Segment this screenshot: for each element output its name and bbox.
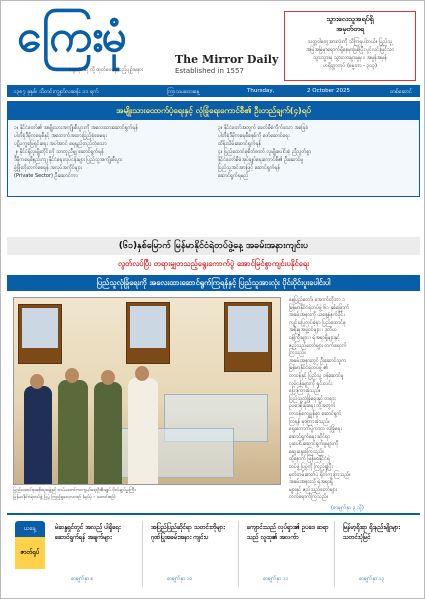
- masthead: [7, 7, 420, 83]
- sub-headline-banner: ပြည်သူလုံခြုံရေးကို အလေးထားဆောင်ရွက်ကြရန်နှင့် ပြည်သူအားလုံး ပိုင်းပိုင်းပူးပေါင်းပါ: [7, 275, 420, 291]
- article-line: အခမ်းအနားကို ယနေ့နံနက်ပိုင်း: [289, 312, 345, 319]
- quote-line: သွားသွားမှ သွားလားမွားမှုမှ ။ အမှုန်အမှန်: [313, 55, 387, 61]
- article-line: ကျင်းပပြုလုပ်ခဲ့ရာ ပြည်ထောင်စု: [289, 319, 346, 326]
- notice-line: ဖွံ့ဖြိုးတိုးတက်စေရန် အလုပ်အကိုင်များ: [14, 165, 82, 171]
- article-line: အစိုးရအဖွဲ့ဝင်များ ၊ ဒုတိယ: [289, 327, 337, 334]
- article-line: တက်ရောက်ကြသည်။: [289, 494, 329, 501]
- article-line: ပြောကြားခဲ့သည်။: [289, 388, 321, 395]
- masthead-established: Established in 1557: [175, 67, 244, 75]
- lead-article: [289, 297, 415, 502]
- caption-line: ပြည်ထောင်စုအစိုးရအဖွဲ့နှင့် တပ်မတော်ကာကွယ်ရေးဦးစီးချုပ် ဗိုလ်ချုပ်မှူးကြီး: [13, 488, 136, 493]
- photo-person: [58, 380, 88, 485]
- calendar-badge-top: ယနေ့: [15, 521, 45, 537]
- quote-box-title: သွားလေသူအရပ်ရှိ: [326, 15, 374, 23]
- article-line: ဆွေးနွေးခဲ့ကြသည်။: [289, 448, 325, 455]
- article-line: ရွေးကောက်ပွဲကာလ လုံခြုံရေး: [289, 426, 342, 433]
- dateline-date: 2 October 2025: [307, 88, 351, 94]
- notice-line: ပါတီစုံဒီမိုကရေစီနှင့် အထောက်အထားပြည့်စုံစေရေး: [14, 133, 107, 139]
- quote-box-subtitle: အမှတ်တရ: [335, 25, 365, 33]
- notice-line: ၁။ နိုင်ငံတော်၏ အမျိုးသားအကျိုးစီးပွားကို အလေးထားဆောင်ရွက်ရန်: [14, 125, 138, 131]
- photo-caption: [13, 487, 281, 501]
- article-line: ဥပဒေစိုးမိုးရေး တို့အတွက်: [289, 403, 336, 410]
- notice-line: ဒီမိုကရေစီနည်းကျ နိုင်ငံရေးလုပ်ငန်းများ ပြည်သူ့အကျိုးစီးပွား: [14, 157, 123, 163]
- bottom-teasers: [7, 513, 420, 593]
- main-headline: (၆၁)နှစ်မြောက် မြန်မာနိုင်ငံရဲတပ်ဖွဲ့နေ့ အခမ်းအနားကျင်းပ: [7, 237, 420, 255]
- article-line: တာဝန်ကျေပွန်စွာ ဆောင်ရွက်: [289, 410, 342, 417]
- notice-line: ၂။ နိုင်ငံရှိလူမျိုးတိုင်းကို သာတူညီမျှ ဆောင်ရွက်ရန်: [14, 149, 104, 155]
- lead-photo: [13, 297, 281, 485]
- notice-line: ပဋိပက္ခဖြေရှင်းရေး အပါအဝင် ရေရှည်တည်တံ့သော: [14, 141, 107, 147]
- teaser-item[interactable]: [147, 521, 239, 587]
- photo-person-head: [101, 370, 115, 385]
- notice-heading: အမျိုးသားထောက်ပံ့ရေးနှင့် လုံခြုံရေးကောင်စီ၏ ဦးတည်ချက်(၄)ရပ်: [8, 102, 419, 120]
- teaser-item[interactable]: [243, 521, 335, 587]
- teaser-title: ကျောင်းသည် လုပ်ရှား၏ ဥပဒေ ဆရာသည် လူထု၏ အလက်ာ: [247, 524, 329, 541]
- notice-left-column: [14, 124, 212, 180]
- notice-line: ပြည်သူ့အင်အားဖြင့် ဆောင်ရွက်ရန်: [218, 165, 281, 171]
- dateline-issue: တစ်ဆောင်: [390, 89, 412, 95]
- masthead-logo: ကြေးမုံ: [17, 11, 125, 62]
- article-line: နေပြည်တော်၊ အောက်တိုဘာ ၁: [289, 297, 346, 303]
- article-line: လုပ်ငန်းများကို ရှင်းလင်း: [289, 380, 333, 387]
- article-line: ပြည်သူ့လုံခြုံရေးနှင့် တရား: [289, 395, 336, 402]
- teaser-item[interactable]: [51, 521, 143, 587]
- notice-line: (Private Sector) ဦးဆောင်ကာ: [14, 173, 78, 179]
- article-line: အခမ်းအနားသို့ ရဲအရာရှိ: [289, 479, 333, 486]
- dateline-weekday: Thursday,: [247, 88, 275, 94]
- masthead-logo-subline: ရှေးသုံး ဆို လို့ ထုတ်ဝေနေသည့်ပျဉ်းမနား: [69, 67, 143, 73]
- teaser-page-ref: စာမျက်နှာ ၁၁: [263, 576, 289, 582]
- quote-box: [284, 11, 416, 81]
- photo-person: [128, 378, 158, 485]
- teaser-title: မဲဆန္ဒရှင်တွင် အလည် ပါရှိရေးဆောင်ရွက်ရန် အချက်များ: [55, 524, 121, 541]
- dateline-myanmar-date: ၁၃၈၇ ခုနှစ်၊ သီတင်းကျွတ်လဆန်း ၁၁ ရက်: [13, 89, 99, 95]
- photo-person: [24, 386, 52, 485]
- teaser-page-ref: စာမျက်နှာ ၈: [71, 576, 94, 582]
- dateline-weekday-mm: ကြာသပတေးနေ့: [167, 89, 200, 95]
- quote-line: အမြဲအမြဲမှာရောက်ရှိနေမှာဖြစ်ပြီး ပွင့်လင်းမြင်သာ: [306, 47, 394, 53]
- notice-line: ထိန်းသိမ်းဆောင်ရွက်ရန်: [218, 141, 262, 147]
- photo-person: [94, 382, 122, 485]
- teaser-page-ref: စာမျက်နှာ ၁၃: [359, 576, 385, 582]
- notice-line: ပါတီစုံဒီမိုကရေစီစနစ်ကို ဖော်ဆောင်ရေး: [218, 133, 290, 139]
- masthead-english-name: The Mirror Daily: [175, 53, 279, 66]
- calendar-badge-body: ဇာတ်ရုပ်: [15, 537, 45, 569]
- article-line: ကြရန် မှာကြားခဲ့သည်။: [289, 418, 330, 425]
- notice-line: နိုင်ငံတော်စီမံအုပ်ချုပ်ရေးကောင်စီ၏ ဦးဆောင်မှု: [218, 157, 304, 163]
- photo-board-image: [130, 306, 166, 348]
- article-line: ပူးပေါင်းဆောင်ရွက်မှုများကို: [289, 441, 339, 448]
- notice-right-column: [218, 124, 416, 180]
- quote-line: သတ္တဝါတွေအားလုံးကို သိကြရပါတယ်။ ပြည်သူ့: [307, 39, 393, 45]
- article-line: မှတ်တမ်းဓာတ်ပုံ ရိုက်ကူးကြသည်။: [289, 471, 351, 478]
- caption-line: မြန်မာနိုင်ငံရဲတပ်ဖွဲ့ ပြပွဲ ကြည့်ရှုလေ့လာစဉ် (ရုပ်ပုံ - သတင်းစဉ်): [13, 495, 116, 500]
- article-line: တာဝန်နှင့် ပြည်သူ့ ဝန်ဆောင်မှု: [289, 372, 344, 379]
- photo-board-image: [228, 306, 268, 352]
- photo-person-head: [135, 366, 149, 381]
- notice-line: ဆောင်ရွက်ရမည်: [218, 173, 249, 179]
- photo-person-head: [65, 368, 79, 383]
- photo-person-head: [30, 374, 44, 389]
- article-line: တပ်ဖွဲ့ ပြပွဲကို ကြည့်ရှုပြီး: [289, 464, 333, 471]
- article-line: ဝန်ကြီးများ ၊ ရဲအရာရှိများနှင့်: [289, 334, 340, 341]
- article-line: အခမ်းအနားတွင် ဦးဆောင်သူက: [289, 357, 347, 364]
- teaser-item[interactable]: [339, 521, 419, 587]
- teaser-title: မြန်မာ့ရိုးရာ ရိုးနည်းမျိုးများ သတင်းပုံမြင်: [343, 524, 400, 541]
- article-line: ကြသည်။: [289, 350, 306, 357]
- article-line: မြန်မာနိုင်ငံရဲတပ်ဖွဲ့ ၆၁ နှစ်မြောက်: [289, 304, 350, 311]
- sub-headline-red: လွတ်လပ်ပြီး တရားမျှတသည့်ရွေးကောက်ပွဲ အောင်မြင်စွာကျင်းပနိုင်ရေး: [117, 259, 310, 268]
- article-line: ဧည့်သည်တော်များ တက်ရောက်: [289, 342, 347, 349]
- article-line: များနှင့် ဧည့်သည်တော်များ: [289, 486, 337, 493]
- article-line: မြန်မာနိုင်ငံရဲတပ်ဖွဲ့ ၏: [289, 365, 328, 372]
- calendar-badge: [15, 521, 45, 583]
- photo-board-image: [22, 308, 58, 348]
- teaser-page-ref: စာမျက်နှာ ၁၀: [167, 576, 193, 582]
- objectives-notice-box: [7, 101, 420, 197]
- notice-line: ၃။ နိုင်ငံတော်အတွက် ခေတ်မီစံကိုက်သော အခြေခံ: [218, 125, 309, 131]
- article-continued-link[interactable]: (စာမျက်နှာ ၃ သို့): [331, 505, 364, 511]
- notice-line: ၄။ ပြည်ထောင်စုစိတ်ဓာတ် လူမျိုးပေါင်းစုံ ညီညွတ်စွာ: [218, 149, 312, 155]
- article-line: ထို့နောက် မြန်မာနိုင်ငံရဲ: [289, 456, 330, 463]
- teaser-title: အပြည်ပြည်ဆိုင်ရာ သတင်းတိုများ ဂုဏ်ပြုအခမ်းအနား ကျင်းပ: [151, 524, 225, 541]
- dateline-bar: [7, 85, 420, 97]
- quote-line: ဟရိုတ္တာကုပ် (ဓမ္မဘာ - ၃၀၃): [323, 63, 377, 69]
- article-line: ဆောင်ရွက်ရေး ဆိုင်ရာ: [289, 433, 330, 440]
